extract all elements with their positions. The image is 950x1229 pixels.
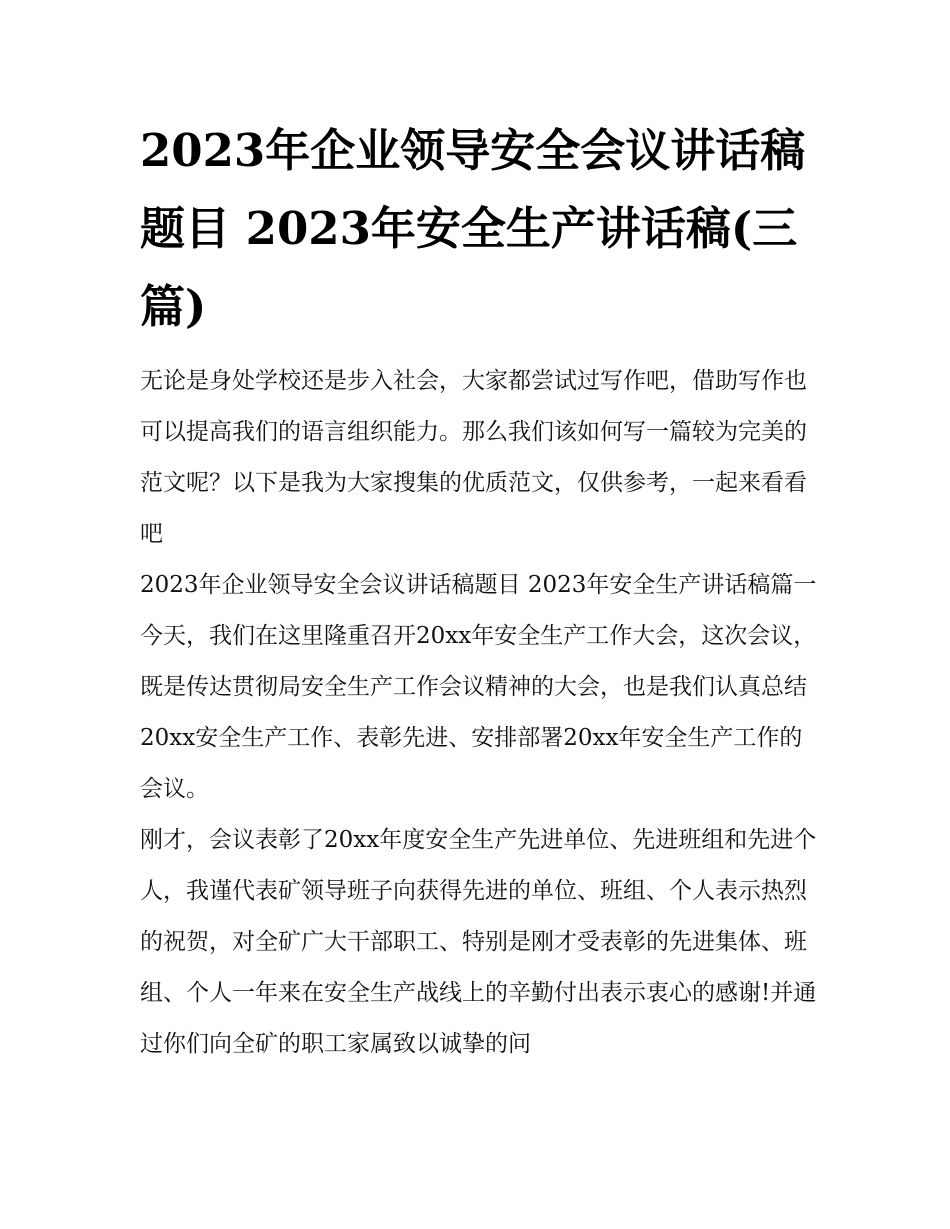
intro-paragraph: 无论是身处学校还是步入社会，大家都尝试过写作吧，借助写作也可以提高我们的语言组织能力。那么我们该如何写一篇较为完美的范文呢？以下是我为大家搜集的优质范文，仅供参考，一起来看看吧: [140, 368, 807, 547]
section-heading: 2023年企业领导安全会议讲话稿题目 2023年安全生产讲话稿篇一: [140, 572, 817, 598]
body-paragraph: 今天，我们在这里隆重召开20xx年安全生产工作大会，这次会议，既是传达贯彻局安全生产工作会议精神的大会，也是我们认真总结20xx安全生产工作、表彰先进、安排部署20xx年安全生产工作的会议。: [140, 623, 817, 802]
document-page: [140, 112, 820, 1070]
body-paragraph: 刚才，会议表彰了20xx年度安全生产先进单位、先进班组和先进个人，我谨代表矿领导班子向获得先进的单位、班组、个人表示热烈的祝贺，对全矿广大干部职工、特别是刚才受表彰的先进集体、班组、个人一年来在安全生产战线上的辛勤付出表示衷心的感谢!并通过你们向全矿的职工家属致以诚挚的问: [140, 827, 817, 1057]
document-title: 2023年企业领导安全会议讲话稿题目 2023年安全生产讲话稿(三篇): [140, 124, 806, 333]
